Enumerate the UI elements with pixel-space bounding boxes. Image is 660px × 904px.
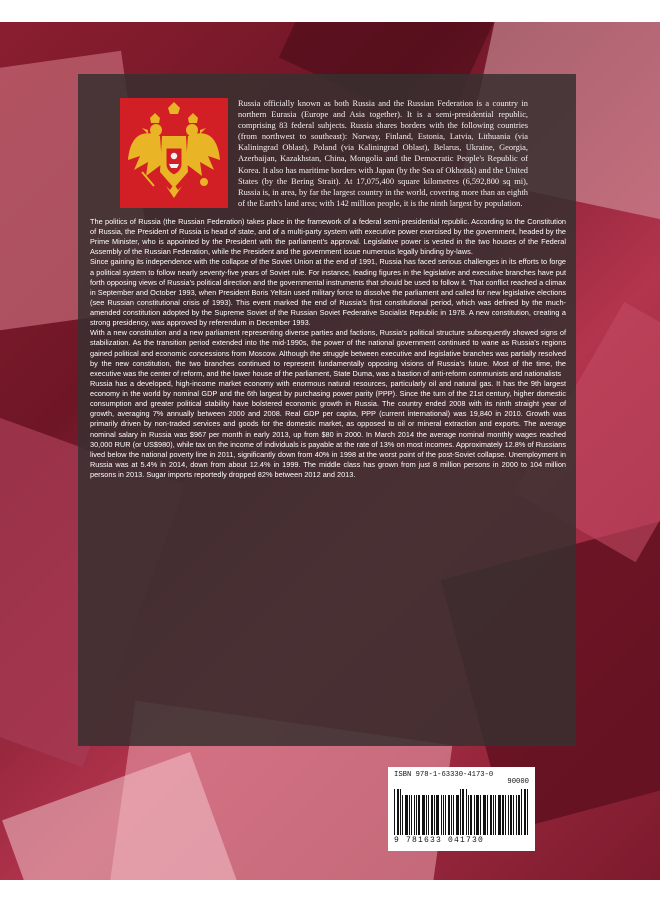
barcode-bar: [462, 789, 464, 835]
barcode-bar: [436, 795, 439, 835]
barcode-bar: [476, 795, 479, 835]
barcode-bar: [411, 795, 413, 835]
history-paragraph: Since gaining its independence with the collapse of the Soviet Union at the end of 1991, Russia has faced serious challenges in its efforts to forge a political system to follow nearly seventy-five years of Soviet rule. For instance, leading figures in the legislative and executive branches have put forth opposing views of Russia's political direction and the governmental instruments that should be used to follow it. That conflict reached a climax in September and October 1993, when President Boris Yeltsin used military force to dissolve the parliament and called for new legislative elections (see Russian constitutional crisis of 1993). This event marked the end of Russia's first constitutional period, which was defined by the much-amended constitution adopted by the Supreme Soviet of the Russian Soviet Federative Socialist Republic in 1978. A new constitution, creating a strong presidency, was approved by referendum in December 1993.: [90, 257, 567, 328]
isbn-barcode: [388, 767, 535, 851]
barcode-bar: [510, 795, 512, 835]
barcode-bar: [484, 795, 486, 835]
barcode-bar: [414, 795, 415, 835]
barcode-bar: [468, 795, 469, 835]
barcode-bars: [394, 789, 529, 835]
barcode-bar: [456, 795, 459, 835]
coat-of-arms-image: [120, 98, 228, 208]
barcode-bar: [516, 795, 517, 835]
barcode-bar: [493, 795, 494, 835]
barcode-bar: [466, 789, 467, 835]
barcode-bar: [397, 789, 399, 835]
double-headed-eagle-icon: [120, 98, 228, 208]
barcode-bar: [487, 795, 488, 835]
barcode-bar: [495, 795, 496, 835]
barcode-bar: [426, 795, 427, 835]
barcode-bar: [502, 795, 504, 835]
barcode-bar: [402, 795, 403, 835]
barcode-bar: [513, 795, 514, 835]
barcode-bar: [521, 789, 522, 835]
barcode-bar: [422, 795, 425, 835]
barcode-bar: [400, 789, 401, 835]
economy-paragraph: Russia has a developed, high-income market economy with enormous natural resources, particularly oil and natural gas. It has the 9th largest economy in the world by nominal GDP and the 6th largest by purchasing power parity (PPP). Since the turn of the 21st century, higher domestic consumption and greater political stability have bolstered economic growth in Russia. The country ended 2008 with its ninth straight year of growth, averaging 7% annually between 2000 and 2008. Real GDP per capita, PPP (current international) was 19,840 in 2010. Growth was primarily driven by non-traded services and goods for the domestic market, as opposed to oil or mineral extraction and exports. The average nominal salary in Russia was $967 per month in early 2013, up from $80 in 2000. In March 2014 the average nominal monthly wages reached 30,000 RUR (or US$980), while tax on the income of individuals is payable at the rate of 13% on most incomes. Approximately 12.8% of Russians lived below the national poverty line in 2011, significantly down from 40% in 1998 at the worst point of the post-Soviet collapse. Unemployment in Russia was at 5.4% in 2014, down from about 12.4% in 1999. The middle class has grown from just 8 million persons in 2000 to 104 million persons in 2013. Sugar imports reportedly dropped 82% between 2012 and 2013.: [90, 378, 566, 480]
barcode-bar: [518, 795, 521, 835]
barcode-bar: [527, 789, 528, 835]
barcode-bar: [483, 795, 484, 835]
stabilization-paragraph: With a new constitution and a new parliament representing diverse parties and factions, Russia's political structure subsequently showed signs of stabilization. As the transition period extended into the mid-1990s, the power of the national government continued to wane as Russia's regions gained political and economic concessions from Moscow. Although the struggle between executive and legislative branches was partially resolved by the new constitution, the two branches continued to represent fundamentally opposing visions of Russia's future. Most of the time, the executive was the center of reform, and the lower house of the parliament, State Duma, was a bastion of anti-reform communists and nationalists: [90, 328, 566, 378]
text-panel: [78, 74, 576, 746]
barcode-bar: [416, 795, 417, 835]
barcode-bar: [448, 795, 450, 835]
barcode-bar: [431, 795, 433, 835]
barcode-bar: [418, 795, 420, 835]
barcode-bar: [474, 795, 475, 835]
barcode-bar: [441, 795, 442, 835]
barcode-bar: [498, 795, 501, 835]
barcode-bar: [480, 795, 481, 835]
barcode-bar: [470, 795, 472, 835]
barcode-bar: [409, 795, 410, 835]
politics-paragraph: The politics of Russia (the Russian Federation) takes place in the framework of a federal semi-presidential republic. According to the Constitution of Russia, the President of Russia is head of state, and of a multi-party system with executive power exercised by the government, headed by the Prime Minister, who is appointed by the President with the parliament's approval. Legislative power is vested in the two houses of the Federal Assembly of the Russian Federation, while the President and the government issue numerous legally binding by-laws.: [90, 216, 566, 257]
barcode-bar: [445, 795, 447, 835]
barcode-bar: [394, 789, 395, 835]
barcode-bar: [460, 789, 461, 835]
isbn-number: ISBN 978-1-63330-4173-0: [394, 771, 494, 779]
barcode-bar: [505, 795, 506, 835]
barcode-bar: [490, 795, 492, 835]
intro-section: [90, 98, 566, 209]
intro-paragraph: Russia officially known as both Russia and the Russian Federation is a country in northern Eurasia (Europe and Asia together). It is a semi-presidential republic, comprising 83 federal subjects. Russia shares borders with the following countries (from northwest to southeast): Norway, Finland, Estonia, Latvia, Lithuania (via Kaliningrad Oblast), Poland (via Kaliningrad Oblast), Belarus, Ukraine, Georgia, Azerbaijan, Kazakhstan, China, Mongolia and the Democratic People's Republic of Korea. It also has maritime borders with Japan (by the Sea of Okhotsk) and the United States (by the Bering Strait). At 17,075,400 square kilometres (6,592,800 sq mi), Russia is, in area, by far the largest country in the world, covering more than an eighth of the Earth's land area; with 142 million people, it is the ninth largest by population.: [238, 99, 528, 208]
barcode-bar: [453, 795, 454, 835]
barcode-bar: [428, 795, 429, 835]
barcode-bar: [508, 795, 509, 835]
barcode-bar: [443, 795, 444, 835]
barcode-bar: [451, 795, 452, 835]
price-code: 90000: [507, 778, 529, 786]
barcode-bar: [434, 795, 435, 835]
barcode-bar: [524, 789, 526, 835]
barcode-bar: [405, 795, 408, 835]
barcode-digits: 9 781633 041730: [394, 836, 485, 845]
